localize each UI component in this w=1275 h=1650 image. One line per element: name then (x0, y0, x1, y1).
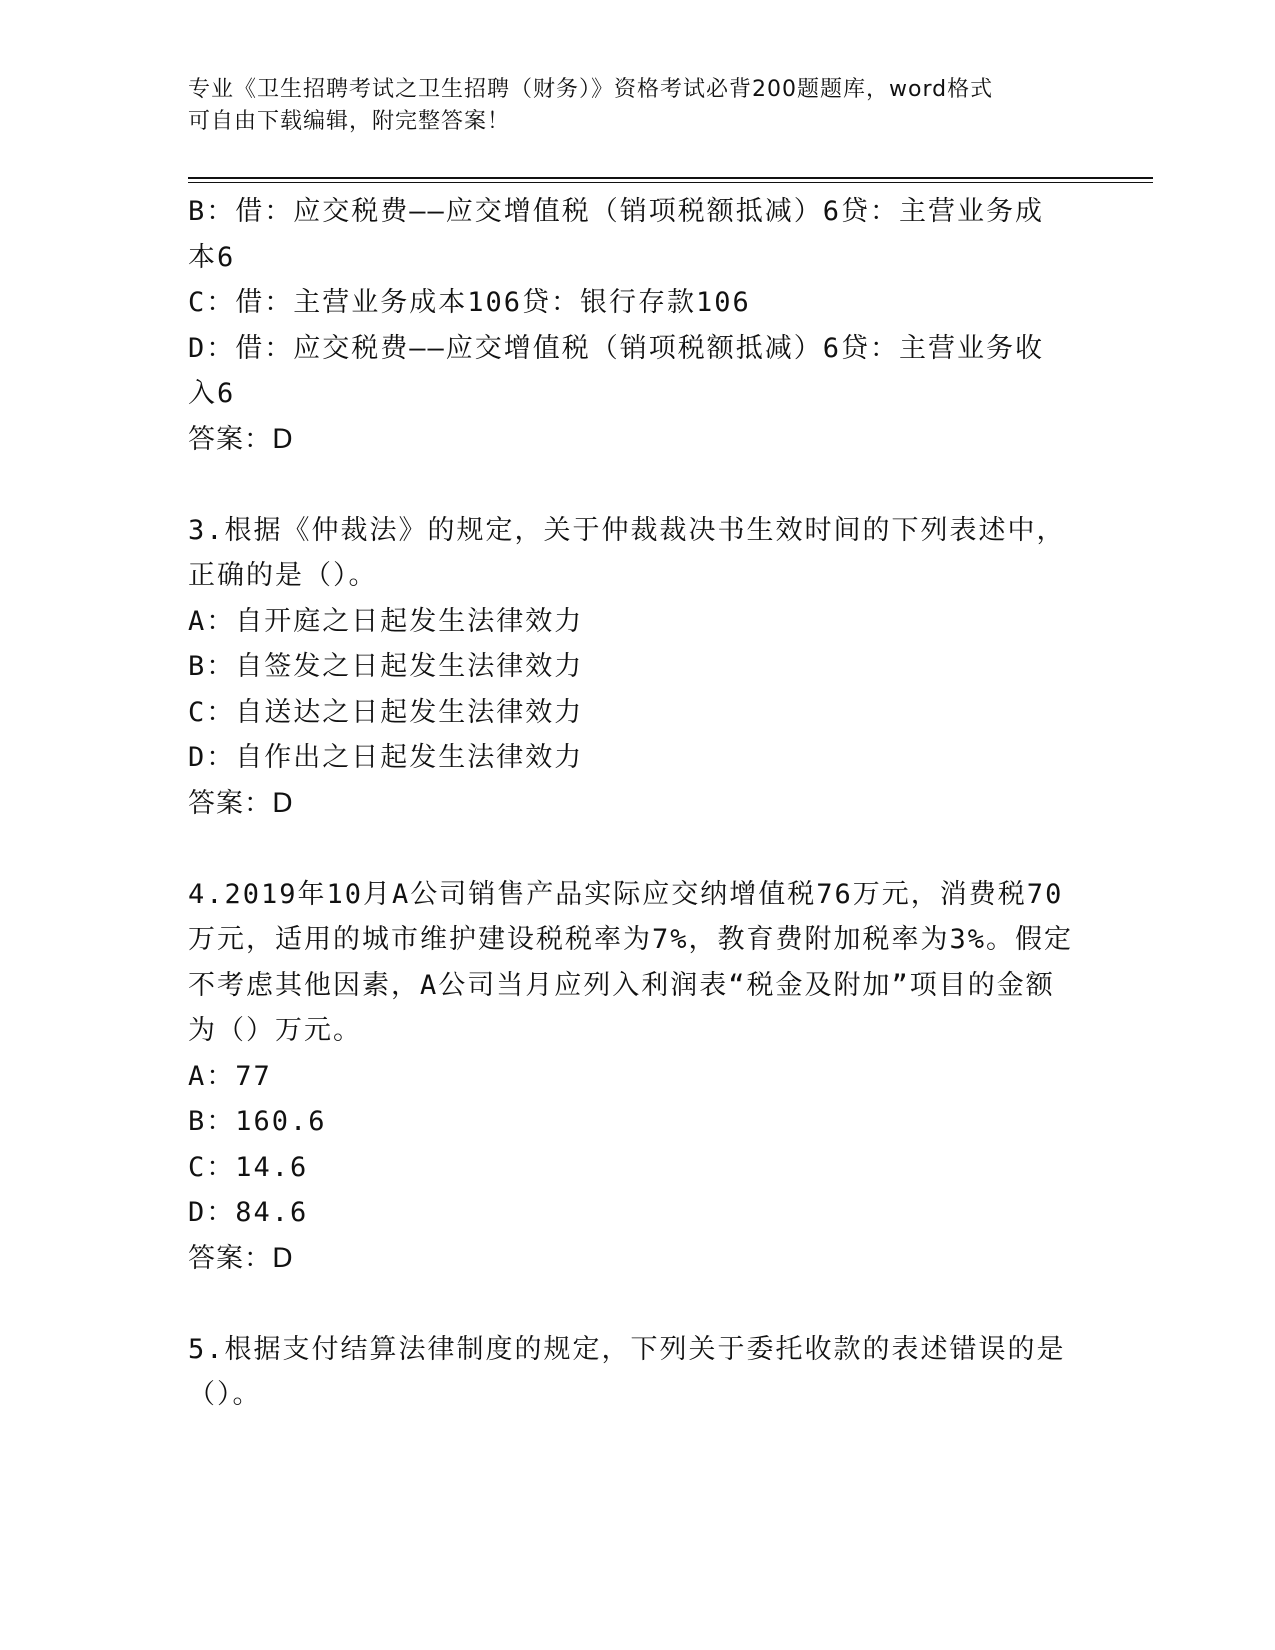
question-2-block (188, 189, 1088, 462)
q3-option-d: D：自作出之日起发生法律效力 (188, 742, 584, 773)
q4-option-d: D：84.6 (188, 1197, 309, 1228)
header-divider-thin (188, 182, 1153, 183)
q4-option-a: A：77 (188, 1060, 272, 1092)
spacer (188, 826, 1088, 872)
question-3-block (188, 508, 1088, 827)
q4-answer: 答案：D (188, 1242, 294, 1274)
q5-stem-line-2: （）。 (188, 1379, 262, 1410)
spacer (188, 1281, 1088, 1327)
question-content (188, 189, 1088, 1418)
q2-option-b-line-1: B：借：应交税费——应交增值税（销项税额抵减）6贷：主营业务成 (188, 196, 1045, 227)
q2-option-c: C：借：主营业务成本106贷：银行存款106 (188, 287, 751, 318)
q3-answer: 答案：D (188, 787, 294, 819)
q3-option-c: C：自送达之日起发生法律效力 (188, 696, 584, 728)
q3-option-b: B：自签发之日起发生法律效力 (188, 651, 584, 682)
q3-option-a: A：自开庭之日起发生法律效力 (188, 605, 584, 637)
q3-stem-line-2: 正确的是（）。 (188, 560, 378, 591)
q4-stem-line-3: 不考虑其他因素，A公司当月应列入利润表“税金及附加”项目的金额 (188, 969, 1055, 1001)
header-title-line-2: 可自由下载编辑，附完整答案！ (188, 109, 511, 134)
header-divider-thick (188, 177, 1153, 179)
question-4-block (188, 872, 1088, 1282)
q2-option-d-line-2: 入6 (188, 378, 236, 409)
document-header (188, 74, 1088, 138)
spacer (188, 462, 1088, 508)
header-title-line-1: 专业《卫生招聘考试之卫生招聘（财务）》资格考试必背200题题库，word格式 (188, 77, 994, 102)
q4-option-c: C：14.6 (188, 1151, 309, 1183)
question-5-block (188, 1327, 1088, 1418)
q4-stem-line-2: 万元，适用的城市维护建设税税率为7%，教育费附加税率为3%。假定 (188, 924, 1074, 955)
q5-stem-line-1: 5.根据支付结算法律制度的规定，下列关于委托收款的表述错误的是 (188, 1333, 1066, 1365)
q2-answer: 答案：D (188, 423, 294, 455)
q2-option-b-line-2: 本6 (188, 241, 236, 273)
q3-stem-line-1: 3.根据《仲裁法》的规定，关于仲裁裁决书生效时间的下列表述中， (188, 514, 1066, 546)
q4-option-b: B：160.6 (188, 1106, 327, 1137)
q4-stem-line-1: 4.2019年10月A公司销售产品实际应交纳增值税76万元，消费税70 (188, 878, 1064, 910)
q4-stem-line-4: 为（）万元。 (188, 1015, 362, 1046)
q2-option-d-line-1: D：借：应交税费——应交增值税（销项税额抵减）6贷：主营业务收 (188, 332, 1045, 364)
